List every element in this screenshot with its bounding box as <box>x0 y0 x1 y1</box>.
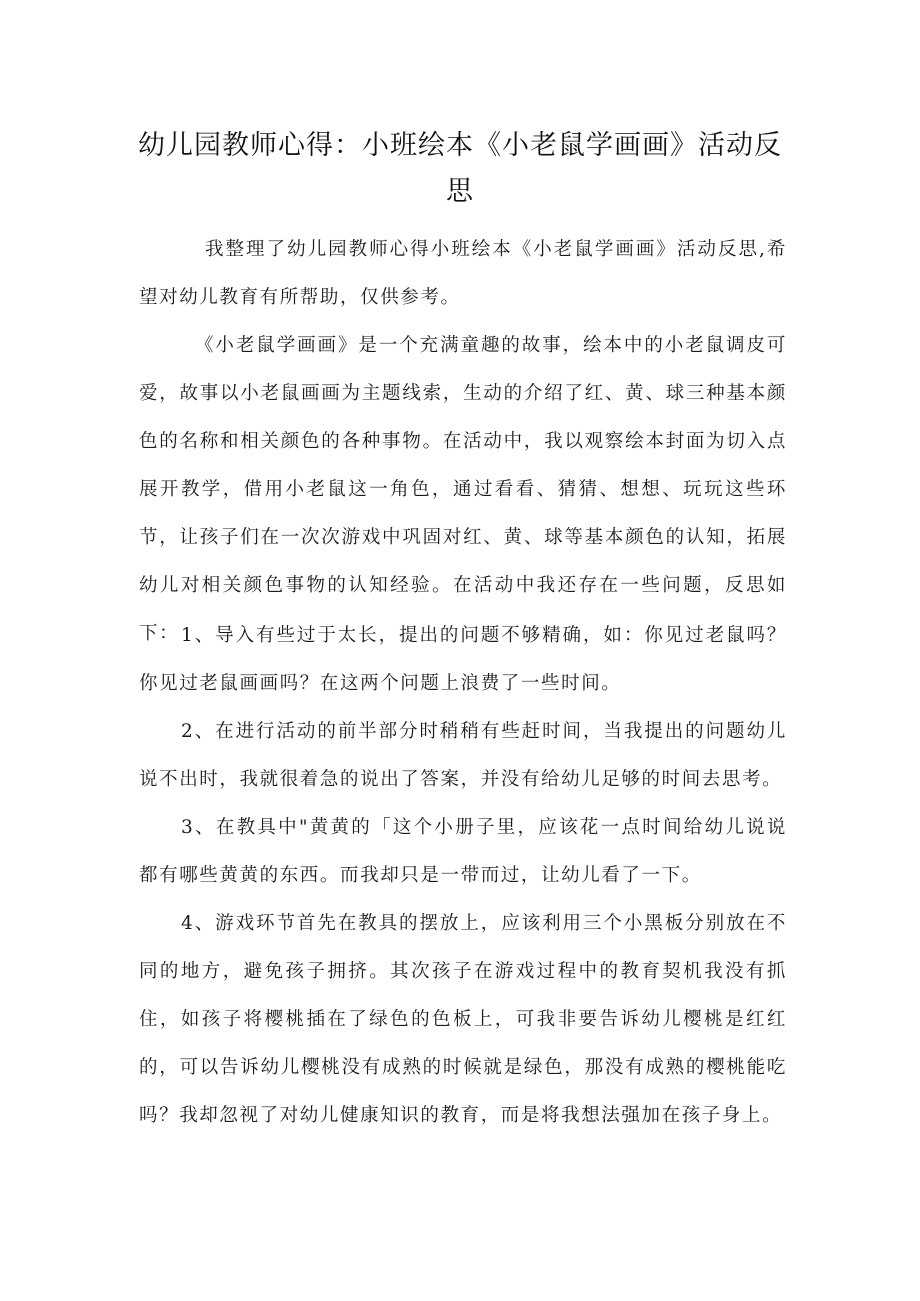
reflection-item-2: 2、在进行活动的前半部分时稍稍有些赶时间，当我提出的问题幼儿说不出时，我就很着急的说出了答案，并没有给幼儿足够的时间去思考。 <box>139 721 787 790</box>
document-title: 幼儿园教师心得：小班绘本《小老鼠学画画》活动反思 <box>138 130 782 207</box>
reflection-item-4: 4、游戏环节首先在教具的摆放上，应该利用三个小黑板分别放在不同的地方，避免孩子拥挤。其次孩子在游戏过程中的教育契机我没有抓住，如孩子将樱桃插在了绿色的色板上，可我非要告诉幼儿樱桃是红红的，可以告诉幼儿樱桃没有成熟的时候就是绿色，那没有成熟的樱桃能吃吗？我却忽视了对幼儿健康知识的教育，而是将我想法强加在孩子身上。 <box>139 913 787 1126</box>
story-summary-paragraph: 《小老鼠学画画》是一个充满童趣的故事，绘本中的小老鼠调皮可爱，故事以小老鼠画画为主题线索，生动的介绍了红、黄、球三种基本颜色的名称和相关颜色的各种事物。在活动中，我以观察绘本封面为切入点展开教学，借用小老鼠这一角色，通过看看、猜猜、想想、玩玩这些环节，让孩子们在一次次游戏中巩固对红、黄、球等基本颜色的认知，拓展幼儿对相关颜色事物的认知经验。在活动中我还存在一些问题，反思如下： <box>139 335 787 644</box>
reflection-item-1: 1、导入有些过于太长，提出的问题不够精确，如：你见过老鼠吗？你见过老鼠画画吗？在这两个问题上浪费了一些时间。 <box>139 625 787 694</box>
reflection-item-3: 3、在教具中"黄黄的「这个小册子里，应该花一点时间给幼儿说说都有哪些黄黄的东西。而我却只是一带而过，让幼儿看了一下。 <box>139 817 787 886</box>
intro-paragraph: 我整理了幼儿园教师心得小班绘本《小老鼠学画画》活动反思,希望对幼儿教育有所帮助，仅供参考。 <box>139 239 787 308</box>
